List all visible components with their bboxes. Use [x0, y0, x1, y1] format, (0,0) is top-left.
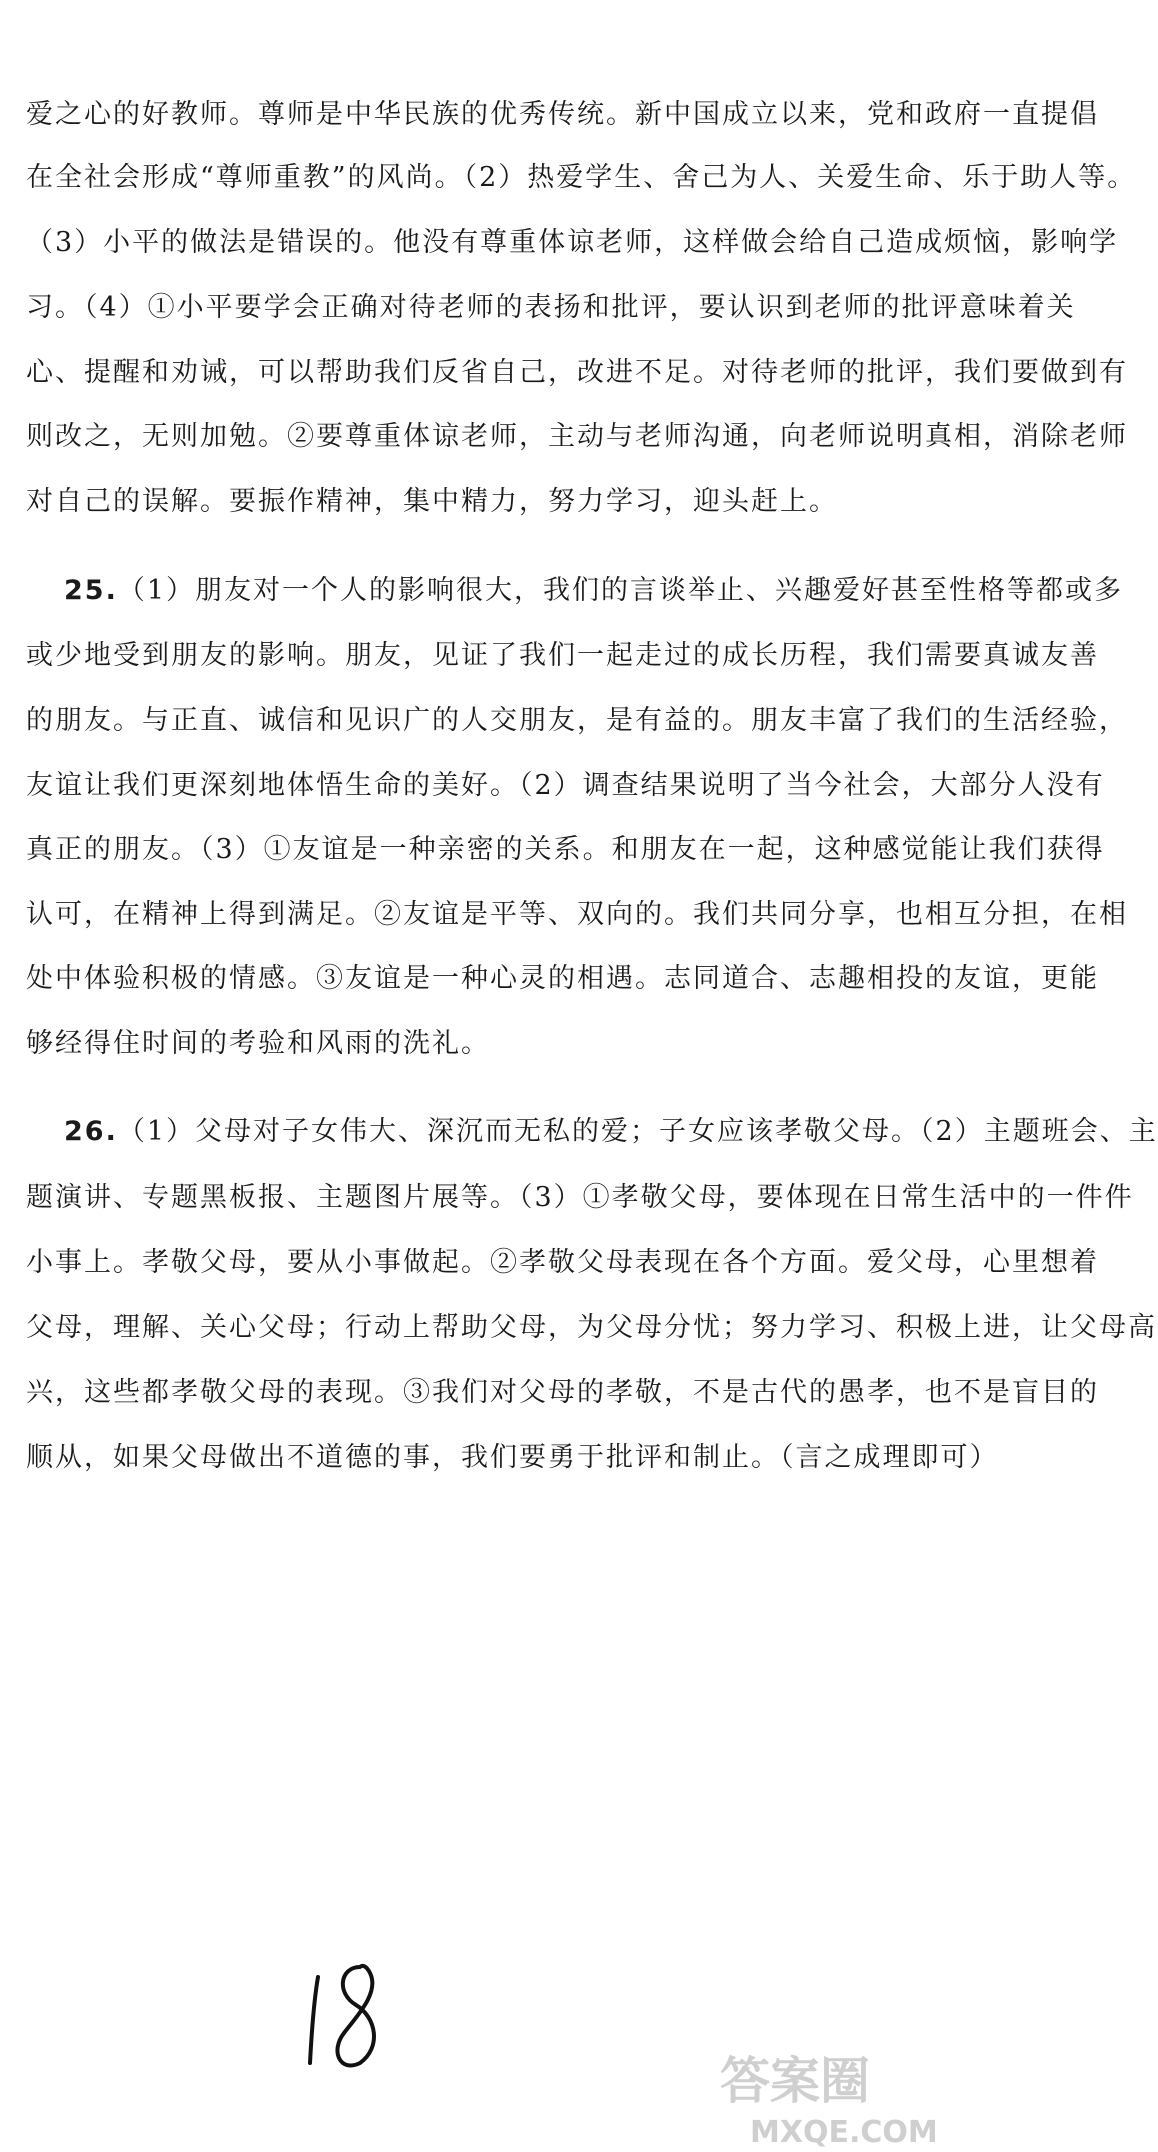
text-line: 爱之心的好教师。尊师是中华民族的优秀传统。新中国成立以来，党和政府一直提倡 [26, 99, 1099, 130]
text-line: 友谊让我们更深刻地体悟生命的美好。（2）调查结果说明了当今社会，大部分人没有 [26, 770, 1105, 801]
text-segment: （1）朋友对一个人的影响很大，我们的言谈举止、兴趣爱好甚至性格等都或多 [117, 575, 1124, 606]
text-line: （3）小平的做法是错误的。他没有尊重体谅老师，这样做会给自己造成烦恼，影响学 [26, 227, 1119, 258]
text-line: 顺从，如果父母做出不道德的事，我们要勇于批评和制止。（言之成理即可） [26, 1442, 999, 1473]
text-line: 认可，在精神上得到满足。②友谊是平等、双向的。我们共同分享，也相互分担，在相 [26, 899, 1128, 930]
text-line: 则改之，无则加勉。②要尊重体谅老师，主动与老师沟通，向老师说明真相，消除老师 [26, 421, 1128, 452]
handwritten-page-number [300, 1955, 390, 2075]
text-line: 小事上。孝敬父母，要从小事做起。②孝敬父母表现在各个方面。爱父母，心里想着 [26, 1247, 1099, 1278]
text-line: 兴，这些都孝敬父母的表现。③我们对父母的孝敬，不是古代的愚孝，也不是盲目的 [26, 1377, 1099, 1408]
text-line: 够经得住时间的考验和风雨的洗礼。 [26, 1028, 490, 1059]
text-line: 真正的朋友。（3）①友谊是一种亲密的关系。和朋友在一起，这种感觉能让我们获得 [26, 834, 1105, 865]
text-line: 处中体验积极的情感。③友谊是一种心灵的相遇。志同道合、志趣相投的友谊，更能 [26, 963, 1099, 994]
text-line: 题演讲、专题黑板报、主题图片展等。（3）①孝敬父母，要体现在日常生活中的一件件 [26, 1182, 1134, 1213]
text-line: 父母，理解、关心父母；行动上帮助父母，为父母分忧；努力学习、积极上进，让父母高 [26, 1312, 1157, 1343]
watermark-logo [660, 2040, 1000, 2152]
text-line: 习。（4）①小平要学会正确对待老师的表扬和批评，要认识到老师的批评意味着关 [26, 292, 1076, 323]
question-number: 26. [64, 1116, 118, 1147]
watermark-logo-text: 答案圈 [720, 2052, 870, 2110]
question-25-first-line [64, 574, 1124, 608]
text-line: 的朋友。与正直、诚信和见识广的人交朋友，是有益的。朋友丰富了我们的生活经验， [26, 705, 1128, 736]
text-line: 对自己的误解。要振作精神，集中精力，努力学习，迎头赶上。 [26, 486, 838, 517]
text-line: 心、提醒和劝诫，可以帮助我们反省自己，改进不足。对待老师的批评，我们要做到有 [26, 357, 1128, 388]
question-26-first-line [64, 1115, 1158, 1149]
watermark-url: MXQE.COM [750, 2115, 938, 2150]
text-segment: （1）父母对子女伟大、深沉而无私的爱；子女应该孝敬父母。（2）主题班会、主 [117, 1116, 1158, 1147]
text-line: 在全社会形成“尊师重教”的风尚。（2）热爱学生、舍己为人、关爱生命、乐于助人等。 [26, 162, 1137, 193]
text-line: 或少地受到朋友的影响。朋友，见证了我们一起走过的成长历程，我们需要真诚友善 [26, 640, 1099, 671]
question-number: 25. [64, 575, 118, 606]
